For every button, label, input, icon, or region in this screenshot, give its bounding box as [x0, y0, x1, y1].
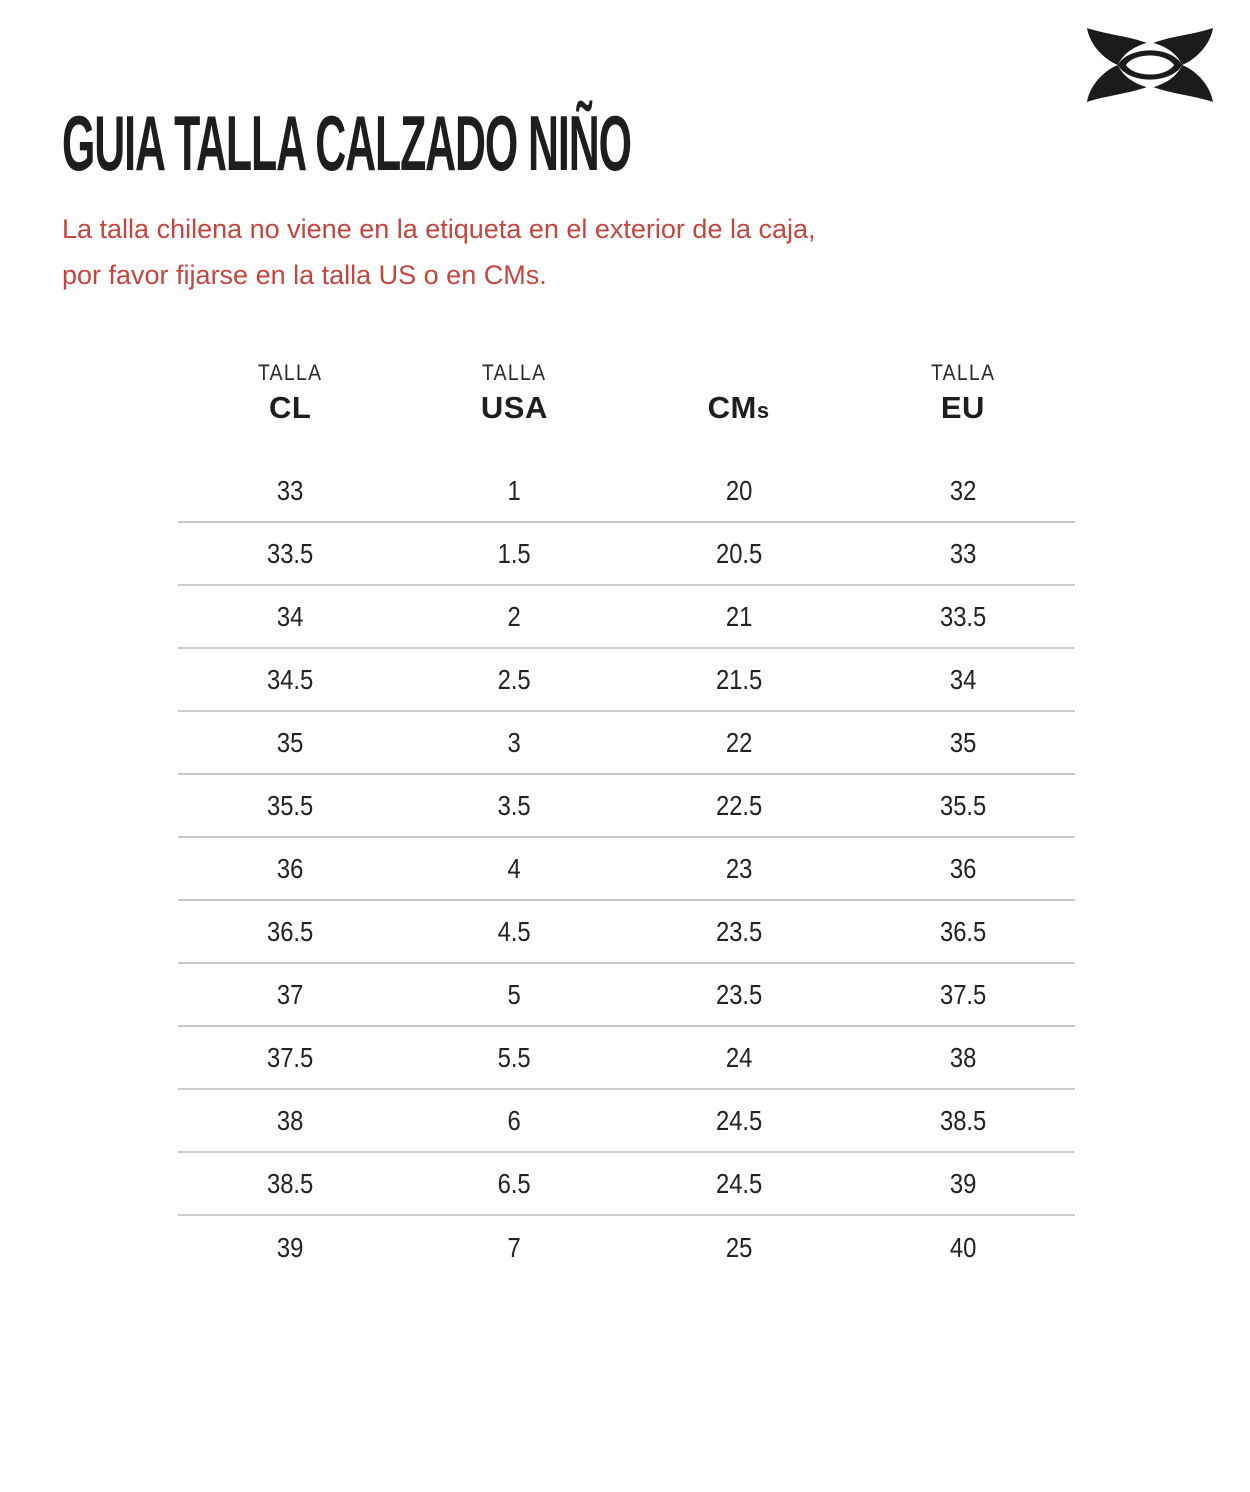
size-table-header — [178, 360, 1075, 426]
size-cell: 1.5 — [497, 537, 531, 569]
table-row — [178, 712, 1075, 775]
size-cell: 37 — [276, 978, 304, 1010]
table-row — [178, 964, 1075, 1027]
size-cell: 3 — [507, 726, 521, 758]
size-cell: 23 — [725, 852, 752, 884]
table-row — [178, 1153, 1075, 1216]
table-row — [178, 649, 1075, 712]
size-cell: 33.5 — [939, 600, 987, 632]
size-cell: 21.5 — [715, 663, 762, 695]
size-cell: 6.5 — [497, 1167, 531, 1199]
size-cell: 36 — [276, 852, 304, 884]
size-cell: 20.5 — [715, 537, 762, 569]
size-cell: 36.5 — [939, 915, 987, 947]
table-body — [178, 460, 1075, 1279]
size-cell: 33 — [276, 474, 304, 506]
size-cell: 32 — [949, 474, 977, 506]
size-cell: 40 — [949, 1231, 977, 1263]
size-cell: 33 — [949, 537, 977, 569]
size-cell: 35.5 — [266, 789, 314, 821]
size-cell: 24 — [725, 1041, 752, 1073]
size-cell: 36 — [949, 852, 977, 884]
column-header-cms — [627, 360, 851, 426]
column-sup-cl: TALLA — [257, 360, 323, 385]
size-cell: 22.5 — [715, 789, 762, 821]
table-row — [178, 460, 1075, 523]
size-cell: 23.5 — [715, 978, 762, 1010]
size-cell: 20 — [725, 474, 752, 506]
size-cell: 4 — [507, 852, 521, 884]
column-sup-eu: TALLA — [930, 360, 996, 385]
size-cell: 22 — [725, 726, 752, 758]
size-cell: 24.5 — [715, 1104, 762, 1136]
size-note — [62, 206, 816, 298]
size-cell: 23.5 — [715, 915, 762, 947]
size-cell: 2.5 — [497, 663, 531, 695]
table-row — [178, 1216, 1075, 1279]
table-row — [178, 1027, 1075, 1090]
size-cell: 38 — [949, 1041, 977, 1073]
table-row — [178, 838, 1075, 901]
size-cell: 37.5 — [266, 1041, 314, 1073]
size-cell: 37.5 — [939, 978, 987, 1010]
size-cell: 39 — [949, 1167, 977, 1199]
column-label-usa: USA — [480, 390, 548, 425]
size-cell: 34.5 — [266, 663, 314, 695]
size-cell: 39 — [276, 1231, 304, 1263]
size-cell: 38 — [276, 1104, 304, 1136]
column-label-cms: CMs — [707, 390, 770, 425]
size-cell: 35 — [276, 726, 304, 758]
size-cell: 38.5 — [266, 1167, 314, 1199]
table-row — [178, 1090, 1075, 1153]
column-label-cl: CL — [268, 390, 312, 425]
column-sup-usa: TALLA — [482, 360, 547, 385]
column-header-eu — [851, 360, 1075, 426]
size-cell: 25 — [725, 1231, 752, 1263]
table-row — [178, 586, 1075, 649]
size-cell: 2 — [507, 600, 521, 632]
size-cell: 5.5 — [497, 1041, 531, 1073]
size-cell: 4.5 — [497, 915, 531, 947]
table-row — [178, 523, 1075, 586]
size-cell: 33.5 — [266, 537, 314, 569]
size-cell: 35.5 — [939, 789, 987, 821]
size-cell: 5 — [507, 978, 521, 1010]
size-cell: 3.5 — [497, 789, 531, 821]
size-cell: 35 — [949, 726, 977, 758]
table-row — [178, 901, 1075, 964]
size-cell: 34 — [276, 600, 304, 632]
column-header-usa — [402, 360, 626, 426]
column-header-cl — [178, 360, 402, 426]
size-note-line1: La talla chilena no viene en la etiqueta en el exterior de la caja, — [62, 214, 816, 244]
table-row — [178, 775, 1075, 838]
size-cell: 1 — [507, 474, 521, 506]
size-table — [178, 360, 1075, 1279]
page-title: GUIA TALLA CALZADO NIÑO — [62, 99, 631, 187]
size-cell: 34 — [949, 663, 977, 695]
size-cell: 7 — [507, 1231, 521, 1263]
size-note-line2: por favor fijarse en la talla US o en CMs. — [62, 260, 547, 290]
size-cell: 24.5 — [715, 1167, 762, 1199]
size-cell: 6 — [507, 1104, 521, 1136]
column-sup-cms — [640, 360, 837, 390]
size-cell: 21 — [725, 600, 752, 632]
size-cell: 38.5 — [939, 1104, 987, 1136]
column-label-eu: EU — [940, 390, 985, 425]
under-armour-logo-icon — [1083, 24, 1217, 106]
size-cell: 36.5 — [266, 915, 314, 947]
